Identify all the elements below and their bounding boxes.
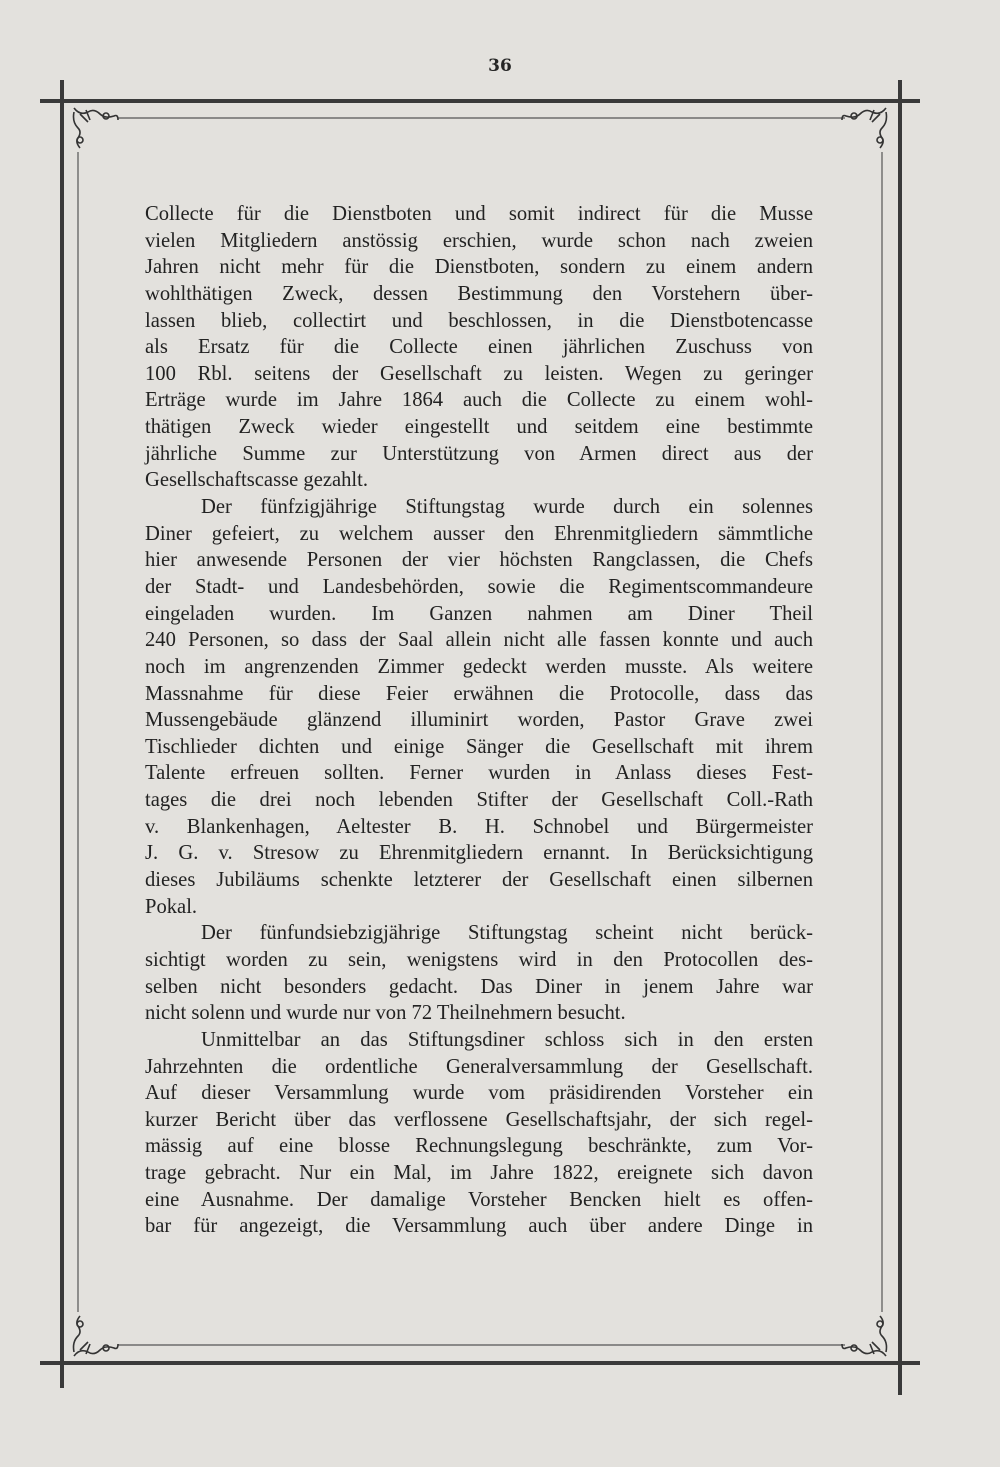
corner-flourish-top-right-icon — [842, 108, 887, 148]
text-line: v. Blankenhagen, Aeltester B. H. Schnobel und Bürgermeister — [145, 815, 813, 838]
text-line: bar für angezeigt, die Versammlung auch über andere Dinge in — [145, 1215, 813, 1238]
paragraph — [145, 1027, 813, 1240]
paragraph — [145, 494, 813, 920]
text-line: trage gebracht. Nur ein Mal, im Jahre 1822, ereignete sich davon — [145, 1162, 813, 1185]
text-line: vielen Mitgliedern anstössig erschien, wurde schon nach zweien — [145, 229, 813, 252]
text-line: Der fünfundsiebzigjährige Stiftungstag scheint nicht berück- — [201, 922, 813, 945]
text-line: Der fünfzigjährige Stiftungstag wurde durch ein solennes — [201, 496, 813, 519]
text-line: mässig auf eine blosse Rechnungslegung beschränkte, zum Vor- — [145, 1135, 813, 1158]
text-line: J. G. v. Stresow zu Ehrenmitgliedern ernannt. In Berücksichtigung — [145, 842, 813, 865]
text-line: Auf dieser Versammlung wurde vom präsidirenden Vorsteher ein — [145, 1082, 813, 1105]
text-line: Pokal. — [145, 895, 198, 918]
text-line: Erträge wurde im Jahre 1864 auch die Collecte zu einem wohl- — [145, 389, 813, 412]
page-number: 36 — [488, 56, 512, 76]
text-line: Unmittelbar an das Stiftungsdiner schloss sich in den ersten — [201, 1028, 813, 1051]
text-line: Jahrzehnten die ordentliche Generalversammlung der Gesellschaft. — [145, 1055, 813, 1078]
text-line: 240 Personen, so dass der Saal allein nicht alle fassen konnte und auch — [145, 629, 813, 652]
text-line: Massnahme für diese Feier erwähnen die Protocolle, dass das — [145, 682, 813, 705]
text-line: tages die drei noch lebenden Stifter der Gesellschaft Coll.-Rath — [145, 789, 813, 812]
text-line: als Ersatz für die Collecte einen jährlichen Zuschuss von — [145, 336, 813, 359]
text-line: noch im angrenzenden Zimmer gedeckt werden musste. Als weitere — [145, 655, 813, 678]
paragraph — [145, 920, 813, 1027]
text-line: lassen blieb, collectirt und beschlossen, in die Dienstbotencasse — [145, 309, 813, 332]
corner-flourish-bottom-right-icon — [842, 1316, 887, 1356]
corner-flourish-bottom-left-icon — [74, 1316, 119, 1356]
text-line: thätigen Zweck wieder eingestellt und seitdem eine bestimmte — [145, 416, 813, 439]
text-line: selben nicht besonders gedacht. Das Diner in jenem Jahre war — [145, 975, 813, 998]
text-line: wohlthätigen Zweck, dessen Bestimmung den Vorstehern über- — [145, 282, 813, 305]
text-line: Mussengebäude glänzend illuminirt worden, Pastor Grave zwei — [145, 709, 813, 732]
text-line: Gesellschaftscasse gezahlt. — [145, 469, 369, 492]
text-line: Tischlieder dichten und einige Sänger die Gesellschaft mit ihrem — [145, 735, 813, 758]
text-line: 100 Rbl. seitens der Gesellschaft zu leisten. Wegen zu geringer — [145, 362, 813, 385]
text-line: der Stadt- und Landesbehörden, sowie die Regimentscommandeure — [145, 575, 813, 598]
text-line: kurzer Bericht über das verflossene Gesellschaftsjahr, der sich regel- — [145, 1108, 813, 1131]
corner-flourish-top-left-icon — [74, 108, 119, 148]
text-line: eine Ausnahme. Der damalige Vorsteher Bencken hielt es offen- — [145, 1188, 813, 1211]
text-line: dieses Jubiläums schenkte letzterer der Gesellschaft einen silbernen — [145, 869, 813, 892]
text-line: hier anwesende Personen der vier höchsten Rangclassen, die Chefs — [145, 549, 813, 572]
text-line: eingeladen wurden. Im Ganzen nahmen am Diner Theil — [145, 602, 813, 625]
text-line: Talente erfreuen sollten. Ferner wurden in Anlass dieses Fest- — [145, 762, 813, 785]
text-line: Jahren nicht mehr für die Dienstboten, sondern zu einem andern — [145, 256, 813, 279]
paragraph — [145, 201, 813, 494]
text-line: Collecte für die Dienstboten und somit indirect für die Musse — [145, 203, 813, 225]
text-line: sichtigt worden zu sein, wenigstens wird in den Protocollen des- — [145, 948, 813, 971]
body-text — [145, 201, 813, 1240]
text-line: jährliche Summe zur Unterstützung von Armen direct aus der — [145, 442, 813, 465]
text-line: nicht solenn und wurde nur von 72 Theilnehmern besucht. — [145, 1002, 626, 1025]
text-line: Diner gefeiert, zu welchem ausser den Ehrenmitgliedern sämmtliche — [145, 522, 813, 545]
